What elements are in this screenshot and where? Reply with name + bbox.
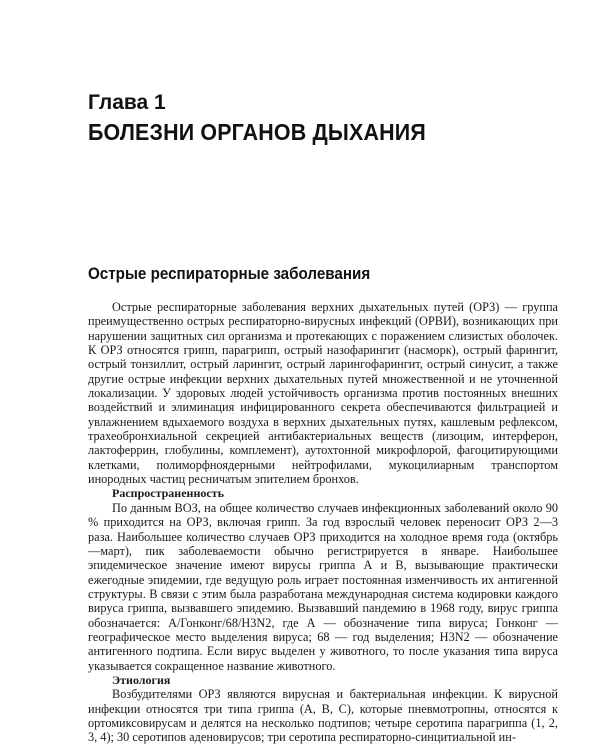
chapter-title: БОЛЕЗНИ ОРГАНОВ ДЫХАНИЯ (88, 119, 426, 145)
etiology-heading: Этиология (112, 672, 171, 687)
body-text (88, 300, 558, 745)
prevalence-heading: Распространенность (112, 486, 224, 501)
chapter-label: Глава 1 (88, 91, 166, 114)
section-title: Острые респираторные заболевания (88, 265, 371, 283)
etiology-paragraph: Возбудителями ОРЗ являются вирусная и бактериальная инфекции. К вирусной инфекции относятся три типа гриппа (А, В, С), которые пневмотропны, относятся к ортомиксовирусам и делятся на несколько подтипов; четыре серотипа парагриппа (1, 2, 3, 4); 30 серотипов аденовирусов; три серотипа респираторно-синцитиальной ин- (88, 687, 558, 745)
prevalence-paragraph: По данным ВОЗ, на общее количество случаев инфекционных заболеваний около 90 % приходится на ОРЗ, включая грипп. За год взрослый человек переносит ОРЗ 2—3 раза. Наибольшее количество случаев ОРЗ приходится на холодное время года (октябрь—март), пик заболеваемости обычно регистрируется в январе. Наибольшее эпидемическое значение имеют вирусы гриппа А и В, вызывающие практически ежегодные эпидемии, где ведущую роль играет постоянная изменчивость их антигенной структуры. В связи с этим была разработана международная система кодировки каждого вируса гриппа, вызвавшего эпидемию. Вызвавший пандемию в 1968 году, вирус гриппа обозначается: А/Гонконг/68/H3N2, где А — обозначение типа вируса; Гонконг — географическое место выделения вируса; 68 — год выделения; H3N2 — обозначение антигенного подтипа. Если вирус выделен у животного, то после указания типа вируса указывается сокращенное название животного. (88, 500, 558, 673)
intro-paragraph: Острые респираторные заболевания верхних дыхательных путей (ОРЗ) — группа преимущественно острых респираторно-вирусных инфекций (ОРВИ), возникающих при нарушении защитных сил организма и протекающих с поражением слизистых оболочек. К ОРЗ относятся грипп, парагрипп, острый назофарингит (насморк), острый фарингит, острый тонзиллит, острый ларингит, острый ларингофарингит, острый синусит, а также другие острые инфекции верхних дыхательных путей множественной и не уточненной локализации. У здоровых людей устойчивость организма против постоянных внешних воздействий и элиминация инфицированного секрета обеспечиваются фильтрацией и увлажнением вдыхаемого воздуха в верхних дыхательных путях, кашлевым рефлексом, трахеобронхиальной секрецией антибактериальных веществ (лизоцим, интерферон, лактоферрин, глобулины, комплемент), аутохтонной микрофлорой, фагоцитирующими клетками, полиморфноядерными нейтрофилами, мукоцилиарным транспортом инородных частиц ресничатым эпителием бронхов. (88, 300, 558, 487)
